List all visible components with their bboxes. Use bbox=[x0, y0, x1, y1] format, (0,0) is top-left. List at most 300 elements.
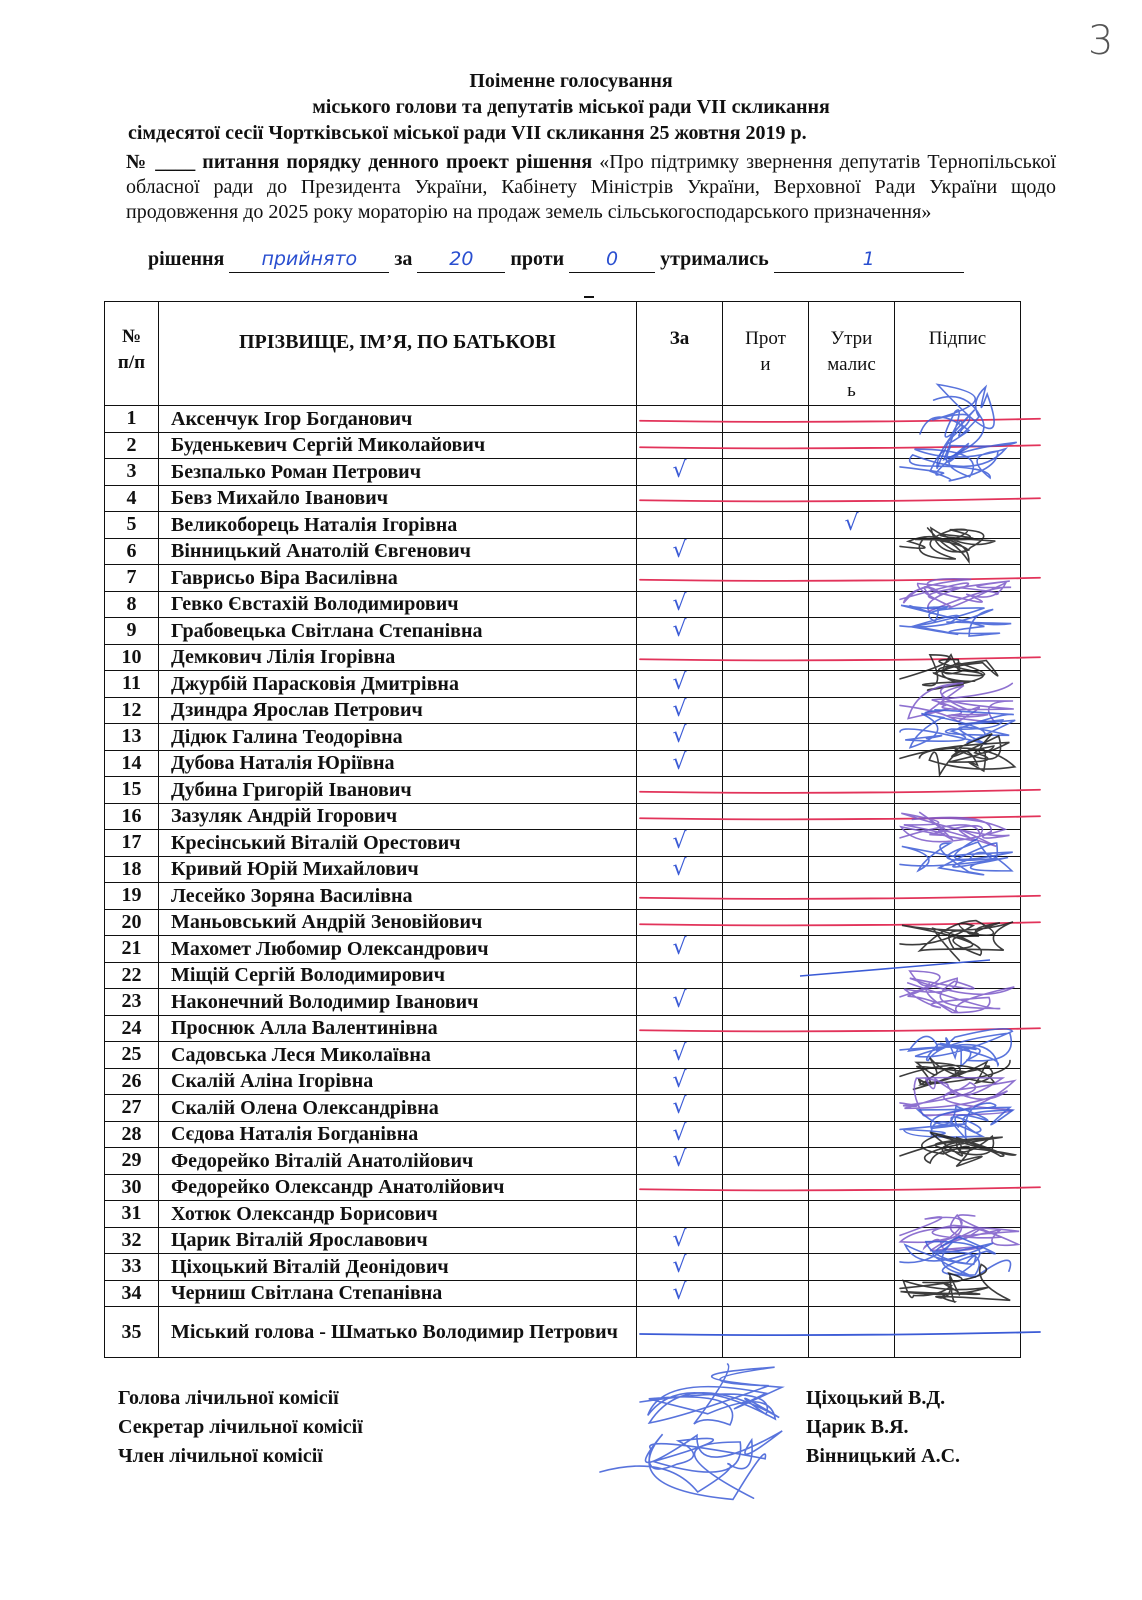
commission-names bbox=[806, 1384, 960, 1471]
name-member: Вінницький А.С. bbox=[806, 1445, 961, 1467]
deputy-name: Дзиндра Ярослав Петрович bbox=[159, 697, 637, 724]
deputy-name: Бевз Михайло Іванович bbox=[159, 485, 637, 512]
vote-against-cell bbox=[723, 618, 809, 645]
table-row bbox=[105, 671, 1021, 698]
decision-value: прийнято bbox=[229, 250, 389, 273]
signature-cell bbox=[895, 565, 1021, 592]
deputy-name: Проснюк Алла Валентинівна bbox=[159, 1015, 637, 1042]
deputy-name: Черниш Світлана Степанівна bbox=[159, 1280, 637, 1307]
signature-cell bbox=[895, 962, 1021, 989]
vote-abstain-cell bbox=[809, 803, 895, 830]
vote-for-cell bbox=[637, 909, 723, 936]
deputy-name: Гевко Євстахій Володимирович bbox=[159, 591, 637, 618]
vote-against-cell bbox=[723, 803, 809, 830]
vote-abstain-cell bbox=[809, 1015, 895, 1042]
vote-for-cell bbox=[637, 618, 723, 645]
signature-cell bbox=[895, 459, 1021, 486]
deputy-name: Садовська Леся Миколаївна bbox=[159, 1042, 637, 1069]
table-row bbox=[105, 512, 1021, 539]
table-row bbox=[105, 565, 1021, 592]
vote-for-cell bbox=[637, 777, 723, 804]
table-row bbox=[105, 989, 1021, 1016]
page-number: 3 bbox=[1088, 18, 1114, 64]
vote-abstain-cell bbox=[809, 1042, 895, 1069]
signature-cell bbox=[895, 1148, 1021, 1175]
signature-cell bbox=[895, 1095, 1021, 1122]
vote-abstain-cell bbox=[809, 485, 895, 512]
vote-for-cell bbox=[637, 565, 723, 592]
row-number: 26 bbox=[105, 1068, 159, 1095]
row-number: 9 bbox=[105, 618, 159, 645]
vote-for-cell bbox=[637, 485, 723, 512]
vote-against-cell bbox=[723, 936, 809, 963]
table-row bbox=[105, 697, 1021, 724]
row-number: 8 bbox=[105, 591, 159, 618]
signature-cell bbox=[895, 1280, 1021, 1307]
against-value: 0 bbox=[569, 250, 655, 273]
row-number: 18 bbox=[105, 856, 159, 883]
signature-cell bbox=[895, 406, 1021, 433]
vote-abstain-cell bbox=[809, 538, 895, 565]
vote-against-cell bbox=[723, 1307, 809, 1358]
row-number: 34 bbox=[105, 1280, 159, 1307]
vote-abstain-cell bbox=[809, 671, 895, 698]
row-number: 6 bbox=[105, 538, 159, 565]
check-mark-icon: √ bbox=[672, 1041, 687, 1067]
signature-cell bbox=[895, 1015, 1021, 1042]
vote-for-cell bbox=[637, 1307, 723, 1358]
signature-cell bbox=[895, 1068, 1021, 1095]
vote-abstain-cell bbox=[809, 989, 895, 1016]
table-row bbox=[105, 1042, 1021, 1069]
question-prefix: № ____ питання порядку денного проект рішення bbox=[126, 151, 593, 173]
vote-for-cell bbox=[637, 1015, 723, 1042]
deputy-name: Федорейко Олександр Анатолійович bbox=[159, 1174, 637, 1201]
signature-cell bbox=[895, 538, 1021, 565]
check-mark-icon: √ bbox=[672, 590, 687, 616]
signature-cell bbox=[895, 432, 1021, 459]
signature-cell bbox=[895, 1174, 1021, 1201]
vote-against-cell bbox=[723, 856, 809, 883]
row-number: 32 bbox=[105, 1227, 159, 1254]
vote-against-cell bbox=[723, 1095, 809, 1122]
table-header-row bbox=[105, 302, 1021, 406]
table-row bbox=[105, 830, 1021, 857]
deputy-name: Скалій Аліна Ігорівна bbox=[159, 1068, 637, 1095]
signature-cell bbox=[895, 909, 1021, 936]
vote-abstain-cell bbox=[809, 909, 895, 936]
check-mark-icon: √ bbox=[672, 696, 687, 722]
row-number: 23 bbox=[105, 989, 159, 1016]
abstain-value: 1 bbox=[774, 250, 964, 273]
check-mark-icon: √ bbox=[672, 1253, 687, 1279]
vote-abstain-cell bbox=[809, 1227, 895, 1254]
table-row bbox=[105, 1148, 1021, 1175]
deputy-name: Федорейко Віталій Анатолійович bbox=[159, 1148, 637, 1175]
signature-cell bbox=[895, 1307, 1021, 1358]
table-row bbox=[105, 538, 1021, 565]
name-secretary: Царик В.Я. bbox=[806, 1416, 909, 1438]
row-number: 33 bbox=[105, 1254, 159, 1281]
check-mark-icon: √ bbox=[672, 1120, 687, 1146]
vote-against-cell bbox=[723, 591, 809, 618]
signature-cell bbox=[895, 1121, 1021, 1148]
table-row bbox=[105, 1068, 1021, 1095]
vote-against-cell bbox=[723, 1068, 809, 1095]
deputy-name: Міський голова - Шматько Володимир Петрович bbox=[159, 1307, 637, 1358]
check-mark-icon: √ bbox=[672, 1279, 687, 1305]
check-mark-icon: √ bbox=[672, 723, 687, 749]
vote-against-cell bbox=[723, 406, 809, 433]
check-mark-icon: √ bbox=[672, 855, 687, 881]
table-row bbox=[105, 724, 1021, 751]
signature-cell bbox=[895, 777, 1021, 804]
row-number: 13 bbox=[105, 724, 159, 751]
vote-for-cell bbox=[637, 644, 723, 671]
signature-cell bbox=[895, 856, 1021, 883]
commission-roles bbox=[118, 1384, 363, 1471]
signature-cell bbox=[895, 803, 1021, 830]
vote-for-cell bbox=[637, 830, 723, 857]
deputy-name: Кривий Юрій Михайлович bbox=[159, 856, 637, 883]
vote-abstain-cell bbox=[809, 830, 895, 857]
col-header-for: За bbox=[637, 302, 723, 406]
table-row bbox=[105, 1227, 1021, 1254]
vote-abstain-cell bbox=[809, 883, 895, 910]
row-number: 25 bbox=[105, 1042, 159, 1069]
signature-cell bbox=[895, 936, 1021, 963]
deputy-name: Кресінський Віталій Орестович bbox=[159, 830, 637, 857]
vote-abstain-cell bbox=[809, 618, 895, 645]
table-row bbox=[105, 459, 1021, 486]
deputy-name: Дубина Григорій Іванович bbox=[159, 777, 637, 804]
vote-for-cell bbox=[637, 538, 723, 565]
role-chair: Голова лічильної комісії bbox=[118, 1387, 339, 1409]
vote-for-cell bbox=[637, 671, 723, 698]
for-value: 20 bbox=[417, 250, 505, 273]
vote-for-cell bbox=[637, 1148, 723, 1175]
table-row bbox=[105, 485, 1021, 512]
signature-cell bbox=[895, 512, 1021, 539]
table-row bbox=[105, 909, 1021, 936]
table-row bbox=[105, 1280, 1021, 1307]
vote-for-cell bbox=[637, 1201, 723, 1228]
col-header-abstain: Утри малис ь bbox=[809, 302, 895, 406]
row-number: 2 bbox=[105, 432, 159, 459]
check-mark-icon: √ bbox=[672, 537, 687, 563]
vote-against-cell bbox=[723, 485, 809, 512]
table-row bbox=[105, 750, 1021, 777]
role-member: Член лічильної комісії bbox=[118, 1445, 323, 1467]
vote-abstain-cell bbox=[809, 1068, 895, 1095]
row-number: 1 bbox=[105, 406, 159, 433]
commission-signature bbox=[600, 1431, 782, 1500]
table-row bbox=[105, 1121, 1021, 1148]
vote-against-cell bbox=[723, 989, 809, 1016]
row-number: 16 bbox=[105, 803, 159, 830]
vote-for-cell bbox=[637, 989, 723, 1016]
vote-abstain-cell bbox=[809, 1254, 895, 1281]
row-number: 24 bbox=[105, 1015, 159, 1042]
vote-against-cell bbox=[723, 724, 809, 751]
signature-cell bbox=[895, 591, 1021, 618]
row-number: 22 bbox=[105, 962, 159, 989]
vote-against-cell bbox=[723, 1280, 809, 1307]
vote-for-cell bbox=[637, 724, 723, 751]
vote-abstain-cell bbox=[809, 724, 895, 751]
vote-against-cell bbox=[723, 1227, 809, 1254]
vote-for-cell bbox=[637, 803, 723, 830]
vote-abstain-cell bbox=[809, 1307, 895, 1358]
question-text: «Про підтримку звернення депутатів Тернопільської обласної ради до Президента України, Кабінету Міністрів України, Верховної Ради України щодо продовження до 2025 року мораторію на продаж земель сільськогосподарського призначення» bbox=[126, 151, 1056, 223]
vote-for-cell bbox=[637, 962, 723, 989]
vote-against-cell bbox=[723, 909, 809, 936]
vote-abstain-cell bbox=[809, 644, 895, 671]
vote-for-cell bbox=[637, 432, 723, 459]
table-row bbox=[105, 644, 1021, 671]
check-mark-icon: √ bbox=[672, 988, 687, 1014]
row-number: 12 bbox=[105, 697, 159, 724]
deputy-name: Ціхоцький Віталій Деонідович bbox=[159, 1254, 637, 1281]
vote-for-cell bbox=[637, 406, 723, 433]
deputy-name: Царик Віталій Ярославович bbox=[159, 1227, 637, 1254]
table-row bbox=[105, 1174, 1021, 1201]
vote-against-cell bbox=[723, 1201, 809, 1228]
vote-abstain-cell bbox=[809, 777, 895, 804]
row-number: 35 bbox=[105, 1307, 159, 1358]
col-header-num: № п/п bbox=[105, 302, 159, 406]
table-row bbox=[105, 1201, 1021, 1228]
decision-label: рішення bbox=[148, 248, 225, 270]
vote-abstain-cell bbox=[809, 1148, 895, 1175]
decision-line bbox=[148, 248, 964, 273]
row-number: 27 bbox=[105, 1095, 159, 1122]
table-row bbox=[105, 962, 1021, 989]
vote-abstain-cell bbox=[809, 1201, 895, 1228]
vote-for-cell bbox=[637, 1227, 723, 1254]
vote-for-cell bbox=[637, 750, 723, 777]
vote-abstain-cell bbox=[809, 936, 895, 963]
row-number: 7 bbox=[105, 565, 159, 592]
vote-against-cell bbox=[723, 1042, 809, 1069]
vote-abstain-cell bbox=[809, 1095, 895, 1122]
vote-for-cell bbox=[637, 591, 723, 618]
deputy-name: Безпалько Роман Петрович bbox=[159, 459, 637, 486]
check-mark-icon: √ bbox=[672, 458, 687, 484]
vote-abstain-cell bbox=[809, 697, 895, 724]
vote-abstain-cell bbox=[809, 1121, 895, 1148]
vote-table bbox=[104, 301, 1021, 1358]
row-number: 20 bbox=[105, 909, 159, 936]
vote-against-cell bbox=[723, 644, 809, 671]
vote-abstain-cell bbox=[809, 856, 895, 883]
deputy-name: Дубова Наталія Юріївна bbox=[159, 750, 637, 777]
col-header-name: ПРІЗВИЩЕ, ІМ’Я, ПО БАТЬКОВІ bbox=[159, 302, 637, 406]
commission-signature bbox=[640, 1364, 782, 1425]
table-row bbox=[105, 1307, 1021, 1358]
check-mark-icon: √ bbox=[672, 1094, 687, 1120]
divider-dash bbox=[584, 296, 594, 298]
row-number: 10 bbox=[105, 644, 159, 671]
deputy-name: Грабовецька Світлана Степанівна bbox=[159, 618, 637, 645]
table-row bbox=[105, 1095, 1021, 1122]
row-number: 28 bbox=[105, 1121, 159, 1148]
col-header-against: Прот и bbox=[723, 302, 809, 406]
table-row bbox=[105, 883, 1021, 910]
signature-cell bbox=[895, 1254, 1021, 1281]
deputy-name: Скалій Олена Олександрівна bbox=[159, 1095, 637, 1122]
doc-title: Поіменне голосування bbox=[469, 70, 673, 92]
deputy-name: Дідюк Галина Теодорівна bbox=[159, 724, 637, 751]
for-label: за bbox=[394, 248, 413, 270]
signature-cell bbox=[895, 618, 1021, 645]
check-mark-icon: √ bbox=[672, 829, 687, 855]
vote-abstain-cell bbox=[809, 432, 895, 459]
vote-for-cell bbox=[637, 1280, 723, 1307]
deputy-name: Демкович Лілія Ігорівна bbox=[159, 644, 637, 671]
deputy-name: Буденькевич Сергій Миколайович bbox=[159, 432, 637, 459]
vote-for-cell bbox=[637, 936, 723, 963]
deputy-name: Маньовський Андрій Зеновійович bbox=[159, 909, 637, 936]
table-row bbox=[105, 618, 1021, 645]
vote-for-cell bbox=[637, 459, 723, 486]
vote-abstain-cell bbox=[809, 962, 895, 989]
check-mark-icon: √ bbox=[672, 617, 687, 643]
signature-cell bbox=[895, 1042, 1021, 1069]
signature-cell bbox=[895, 1201, 1021, 1228]
table-row bbox=[105, 1254, 1021, 1281]
signature-cell bbox=[895, 883, 1021, 910]
question-block bbox=[126, 150, 1056, 225]
check-mark-icon: √ bbox=[672, 1067, 687, 1093]
deputy-name: Міщій Сергій Володимирович bbox=[159, 962, 637, 989]
table-row bbox=[105, 591, 1021, 618]
row-number: 14 bbox=[105, 750, 159, 777]
vote-against-cell bbox=[723, 697, 809, 724]
row-number: 3 bbox=[105, 459, 159, 486]
deputy-name: Хотюк Олександр Борисович bbox=[159, 1201, 637, 1228]
table-row bbox=[105, 1015, 1021, 1042]
vote-for-cell bbox=[637, 1095, 723, 1122]
deputy-name: Джурбій Парасковія Дмитрівна bbox=[159, 671, 637, 698]
row-number: 30 bbox=[105, 1174, 159, 1201]
vote-against-cell bbox=[723, 1015, 809, 1042]
signature-cell bbox=[895, 1227, 1021, 1254]
vote-against-cell bbox=[723, 962, 809, 989]
signature-cell bbox=[895, 724, 1021, 751]
vote-abstain-cell bbox=[809, 512, 895, 539]
vote-against-cell bbox=[723, 750, 809, 777]
check-mark-icon: √ bbox=[672, 1226, 687, 1252]
signature-cell bbox=[895, 830, 1021, 857]
row-number: 11 bbox=[105, 671, 159, 698]
session-line: сімдесятої сесії Чортківської міської ради VII скликання 25 жовтня 2019 р. bbox=[128, 122, 807, 144]
deputy-name: Зазуляк Андрій Ігорович bbox=[159, 803, 637, 830]
doc-subtitle: міського голови та депутатів міської ради VII скликання bbox=[312, 96, 830, 118]
col-header-signature: Підпис bbox=[895, 302, 1021, 406]
vote-for-cell bbox=[637, 1042, 723, 1069]
vote-for-cell bbox=[637, 697, 723, 724]
vote-against-cell bbox=[723, 830, 809, 857]
vote-against-cell bbox=[723, 1174, 809, 1201]
role-secretary: Секретар лічильної комісії bbox=[118, 1416, 363, 1438]
vote-for-cell bbox=[637, 1068, 723, 1095]
vote-against-cell bbox=[723, 459, 809, 486]
vote-for-cell bbox=[637, 856, 723, 883]
row-number: 21 bbox=[105, 936, 159, 963]
signature-cell bbox=[895, 989, 1021, 1016]
vote-abstain-cell bbox=[809, 565, 895, 592]
row-number: 15 bbox=[105, 777, 159, 804]
table-row bbox=[105, 777, 1021, 804]
vote-against-cell bbox=[723, 1121, 809, 1148]
vote-against-cell bbox=[723, 1254, 809, 1281]
signature-cell bbox=[895, 644, 1021, 671]
vote-for-cell bbox=[637, 883, 723, 910]
deputy-name: Великоборець Наталія Ігорівна bbox=[159, 512, 637, 539]
check-mark-icon: √ bbox=[672, 670, 687, 696]
row-number: 4 bbox=[105, 485, 159, 512]
table-row bbox=[105, 856, 1021, 883]
check-mark-icon: √ bbox=[844, 511, 859, 537]
signature-cell bbox=[895, 750, 1021, 777]
vote-against-cell bbox=[723, 538, 809, 565]
vote-abstain-cell bbox=[809, 406, 895, 433]
deputy-name: Махомет Любомир Олександрович bbox=[159, 936, 637, 963]
row-number: 31 bbox=[105, 1201, 159, 1228]
row-number: 5 bbox=[105, 512, 159, 539]
vote-abstain-cell bbox=[809, 459, 895, 486]
against-label: проти bbox=[510, 248, 565, 270]
vote-for-cell bbox=[637, 1174, 723, 1201]
vote-abstain-cell bbox=[809, 750, 895, 777]
vote-against-cell bbox=[723, 512, 809, 539]
table-row bbox=[105, 803, 1021, 830]
table-row bbox=[105, 936, 1021, 963]
deputy-name: Вінницький Анатолій Євгенович bbox=[159, 538, 637, 565]
name-chair: Ціхоцький В.Д. bbox=[806, 1387, 946, 1409]
abstain-label: утримались bbox=[660, 248, 769, 270]
vote-against-cell bbox=[723, 777, 809, 804]
vote-against-cell bbox=[723, 1148, 809, 1175]
signature-cell bbox=[895, 697, 1021, 724]
deputy-name: Аксенчук Ігор Богданович bbox=[159, 406, 637, 433]
check-mark-icon: √ bbox=[672, 935, 687, 961]
deputy-name: Гаврисьо Віра Василівна bbox=[159, 565, 637, 592]
vote-for-cell bbox=[637, 512, 723, 539]
signature-cell bbox=[895, 671, 1021, 698]
check-mark-icon: √ bbox=[672, 1147, 687, 1173]
row-number: 19 bbox=[105, 883, 159, 910]
deputy-name: Наконечний Володимир Іванович bbox=[159, 989, 637, 1016]
vote-against-cell bbox=[723, 671, 809, 698]
row-number: 29 bbox=[105, 1148, 159, 1175]
signature-cell bbox=[895, 485, 1021, 512]
deputy-name: Лесейко Зоряна Василівна bbox=[159, 883, 637, 910]
vote-against-cell bbox=[723, 432, 809, 459]
vote-against-cell bbox=[723, 883, 809, 910]
check-mark-icon: √ bbox=[672, 749, 687, 775]
vote-abstain-cell bbox=[809, 1174, 895, 1201]
vote-abstain-cell bbox=[809, 591, 895, 618]
vote-abstain-cell bbox=[809, 1280, 895, 1307]
row-number: 17 bbox=[105, 830, 159, 857]
table-row bbox=[105, 406, 1021, 433]
vote-for-cell bbox=[637, 1121, 723, 1148]
table-row bbox=[105, 432, 1021, 459]
vote-for-cell bbox=[637, 1254, 723, 1281]
deputy-name: Сєдова Наталія Богданівна bbox=[159, 1121, 637, 1148]
